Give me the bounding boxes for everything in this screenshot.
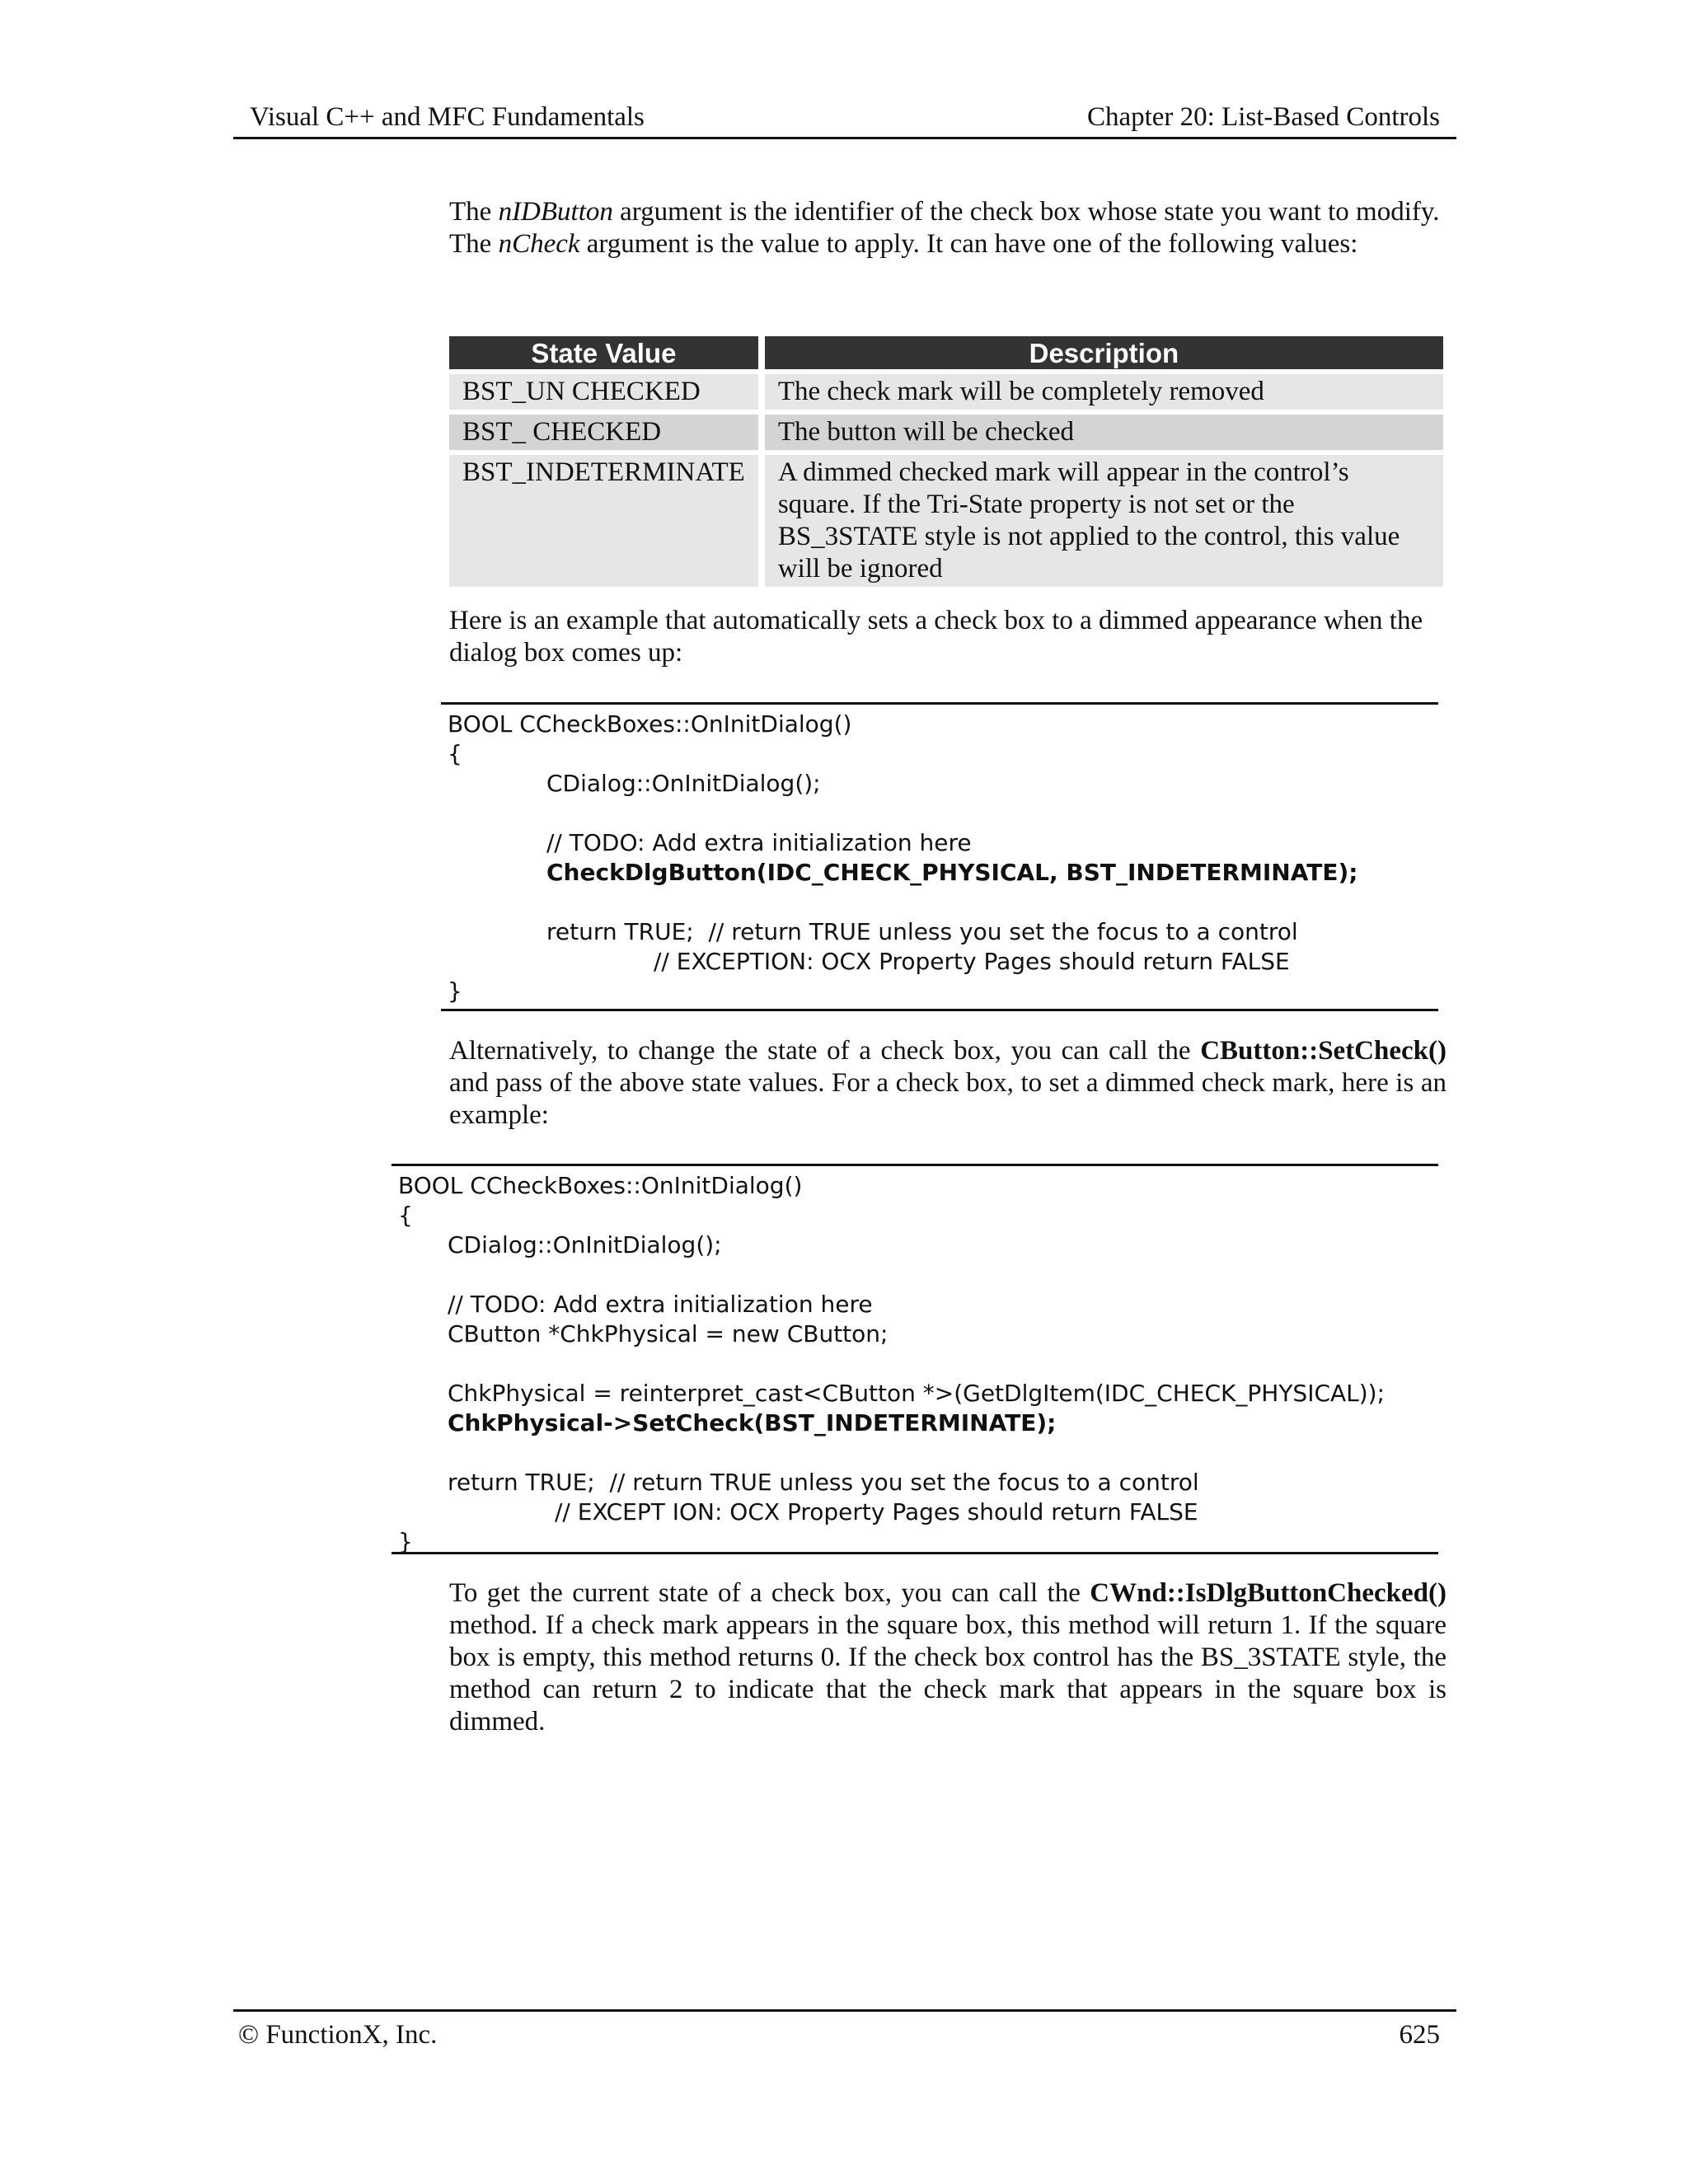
code-line: // EXCEPTION: OCX Property Pages should return FALSE [654, 948, 1290, 975]
code-line: // TODO: Add extra initialization here [546, 829, 972, 856]
state-values-table [443, 331, 1450, 592]
table-cell-description: The check mark will be completely removed [765, 374, 1443, 410]
table-row [449, 455, 1443, 587]
code-line: return TRUE; // return TRUE unless you set the focus to a control [448, 1469, 1199, 1496]
footer-copyright: © FunctionX, Inc. [238, 2020, 438, 2050]
page-header [233, 97, 1456, 139]
table-cell-state: BST_INDETERMINATE [449, 455, 758, 587]
outro-text-2: method. If a check mark appears in the square box, this method will return 1. If the square box is empty, this method returns 0. If the check box control has the BS_3STATE style, the method can return 2 to indicate that the check mark that appears in the square box is dimmed. [449, 1610, 1447, 1736]
intro-arg-nidbutton: nIDButton [498, 197, 613, 227]
method-setcheck: CButton::SetCheck() [1200, 1036, 1447, 1066]
code-line: // TODO: Add extra initialization here [448, 1291, 873, 1318]
example2-intro [449, 1035, 1447, 1132]
code-block-2 [392, 1164, 1438, 1554]
table-cell-description: The button will be checked [765, 415, 1443, 450]
table-cell-state: BST_ CHECKED [449, 415, 758, 450]
table-cell-description: A dimmed checked mark will appear in the control’s square. If the Tri-State property is not set or the BS_3STATE style is not applied to the control, this value will be ignored [765, 455, 1443, 587]
code-line: CButton *ChkPhysical = new CButton; [448, 1320, 889, 1347]
code-line: { [398, 1202, 413, 1229]
table-header-description: Description [765, 336, 1443, 369]
code-line: return TRUE; // return TRUE unless you set the focus to a control [546, 918, 1298, 945]
code-line-blank [398, 1438, 1438, 1468]
code-line-blank [398, 1260, 1438, 1290]
code-line: } [398, 1528, 413, 1555]
intro-text-3: argument is the value to apply. It can have one of the following values: [579, 229, 1358, 259]
intro-text-2: argument is the identifier of the check box whose state you want to modify. The [449, 197, 1440, 259]
code-line-blank [448, 799, 1438, 828]
page-footer [233, 2009, 1456, 2051]
code-line: CDialog::OnInitDialog(); [448, 1231, 722, 1258]
outro-text-1: To get the current state of a check box, you can call the [449, 1578, 1090, 1608]
code-line: BOOL CCheckBoxes::OnInitDialog() [398, 1172, 803, 1199]
intro-paragraph [449, 196, 1447, 260]
table-header-state: State Value [449, 336, 758, 369]
table-row [449, 415, 1443, 450]
header-book-title: Visual C++ and MFC Fundamentals [250, 102, 645, 132]
outro-paragraph [449, 1577, 1447, 1738]
code-line-blank [398, 1349, 1438, 1379]
intro-arg-ncheck: nCheck [498, 229, 580, 259]
intro-text-1: The [449, 197, 499, 227]
code-line: { [448, 740, 462, 767]
example2-text-1: Alternatively, to change the state of a check box, you can call the [449, 1036, 1201, 1066]
code-line: BOOL CCheckBoxes::OnInitDialog() [448, 710, 852, 738]
table-row [449, 374, 1443, 410]
code-line-highlight: ChkPhysical->SetCheck(BST_INDETERMINATE); [448, 1409, 1057, 1436]
table-header-row [449, 336, 1443, 369]
table-cell-state: BST_UN CHECKED [449, 374, 758, 410]
code-line-highlight: CheckDlgButton(IDC_CHECK_PHYSICAL, BST_INDETERMINATE); [546, 859, 1358, 886]
code-line: CDialog::OnInitDialog(); [546, 770, 821, 797]
code-line: ChkPhysical = reinterpret_cast<CButton *>(GetDlgItem(IDC_CHECK_PHYSICAL)); [448, 1380, 1386, 1407]
method-isdlgbuttonchecked: CWnd::IsDlgButtonChecked() [1090, 1578, 1447, 1608]
example1-intro: Here is an example that automatically sets a check box to a dimmed appearance when the dialog box comes up: [449, 606, 1423, 668]
header-chapter-title: Chapter 20: List-Based Controls [1086, 102, 1440, 132]
code-line-blank [448, 888, 1438, 917]
example2-text-2: and pass of the above state values. For a check box, to set a dimmed check mark, here is an example: [449, 1068, 1447, 1130]
page-number: 625 [1399, 2020, 1440, 2050]
code-block-1 [441, 702, 1438, 1011]
code-line: } [448, 977, 462, 1005]
code-line: // EXCEPT ION: OCX Property Pages should return FALSE [555, 1498, 1198, 1526]
